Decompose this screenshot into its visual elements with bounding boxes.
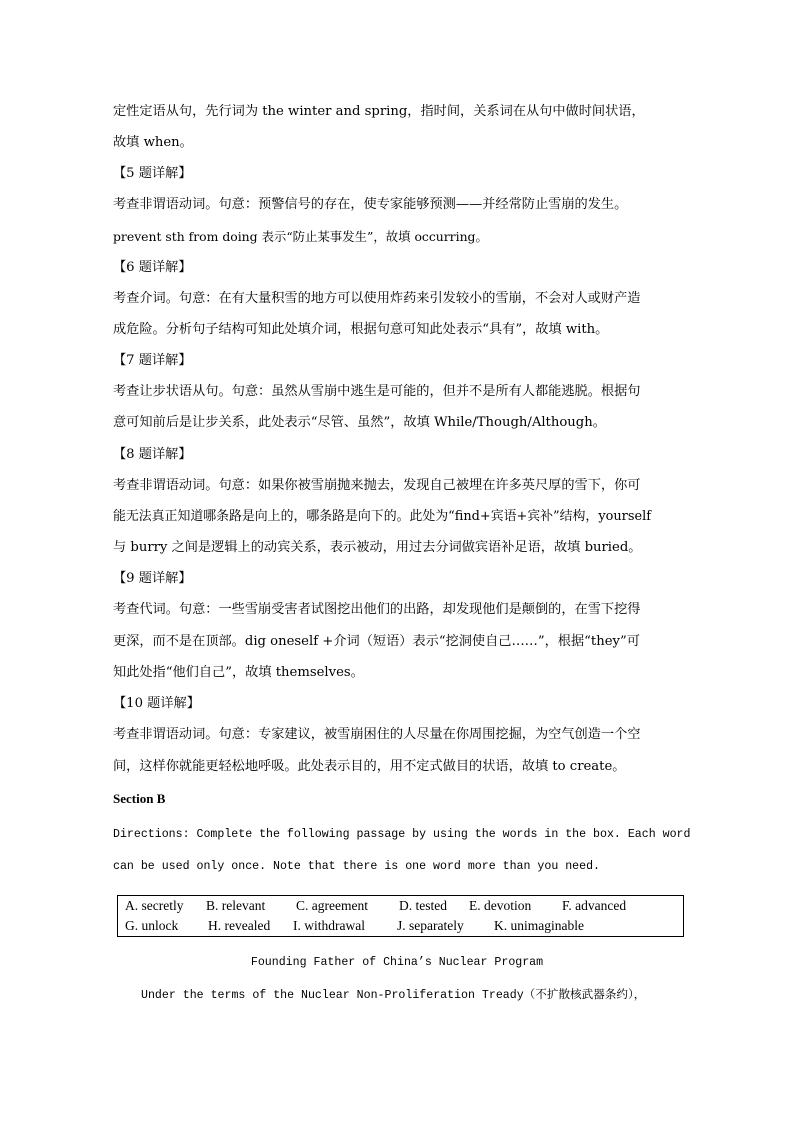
question-heading-6: 【6 题详解】 (113, 260, 192, 275)
word-option: J. separately (397, 918, 464, 933)
word-option: G. unlock (125, 918, 179, 933)
word-option: A. secretly (125, 898, 184, 913)
text-line: 考查代词。句意：一些雪崩受害者试图挖出他们的出路，却发现他们是颠倒的，在雪下挖得 (113, 602, 641, 617)
passage-title: Founding Father of China’s Nuclear Program (250, 956, 544, 969)
text-line: 与 burry 之间是逻辑上的动宾关系，表示被动，用过去分词做宾语补足语，故填 buried。 (113, 540, 642, 555)
text-line: 定性定语从句，先行词为 the winter and spring，指时间，关系词在从句中做时间状语， (113, 104, 645, 119)
word-option: D. tested (399, 898, 447, 913)
word-option: H. revealed (208, 918, 271, 933)
text-line: 考查非谓语动词。句意：预警信号的存在，使专家能够预测——并经常防止雪崩的发生。 (113, 197, 628, 212)
question-heading-5: 【5 题详解】 (113, 166, 192, 181)
text-line: prevent sth from doing 表示“防止某事发生”，故填 occurring。 (113, 229, 488, 244)
word-option: K. unimaginable (494, 918, 584, 933)
word-option: B. relevant (206, 898, 266, 913)
word-option: E. devotion (469, 898, 532, 913)
question-heading-7: 【7 题详解】 (113, 353, 192, 368)
text-line: 间，这样你就能更轻松地呼吸。此处表示目的，用不定式做目的状语，故填 to create。 (113, 759, 626, 774)
question-heading-9: 【9 题详解】 (113, 571, 192, 586)
text-line: 成危险。分析句子结构可知此处填介词，根据句意可知此处表示“具有”，故填 with。 (113, 322, 609, 337)
text-line: 考查介词。句意：在有大量积雪的地方可以使用炸药来引发较小的雪崩，不会对人或财产造 (113, 291, 641, 306)
text-line: 考查非谓语动词。句意：如果你被雪崩抛来抛去，发现自己被埋在许多英尺厚的雪下，你可 (113, 478, 641, 493)
directions-line: can be used only once. Note that there is one word more than you need. (113, 860, 601, 873)
text-line: 能无法真正知道哪条路是向上的，哪条路是向下的。此处为“find+宾语+宾补”结构，yourself (113, 509, 651, 524)
word-box (117, 895, 684, 937)
section-heading: Section B (113, 791, 166, 806)
text-line: 知此处指“他们自己”，故填 themselves。 (113, 665, 364, 680)
text-line: 考查让步状语从句。句意：虽然从雪崩中逃生是可能的，但并不是所有人都能逃脱。根据句 (113, 384, 641, 399)
text-line: 考查非谓语动词。句意：专家建议，被雪崩困住的人尽量在你周围挖掘，为空气创造一个空 (113, 727, 641, 742)
word-option: C. agreement (296, 898, 368, 913)
passage-text-line: Under the terms of the Nuclear Non-Proliferation Tready（不扩散核武器条约）， (141, 989, 646, 1002)
text-line: 更深，而不是在顶部。dig oneself +介词（短语）表示“挖洞使自己……”，根据“they”可 (113, 634, 640, 649)
question-heading-8: 【8 题详解】 (113, 447, 192, 462)
word-option: I. withdrawal (293, 918, 365, 933)
text-line: 意可知前后是让步关系，此处表示“尽管、虽然”，故填 While/Though/Although。 (113, 415, 606, 430)
word-option: F. advanced (562, 898, 627, 913)
question-heading-10: 【10 题详解】 (113, 696, 200, 711)
text-line: 故填 when。 (113, 135, 193, 150)
directions-line: Directions: Complete the following passage by using the words in the box. Each word (113, 828, 691, 841)
